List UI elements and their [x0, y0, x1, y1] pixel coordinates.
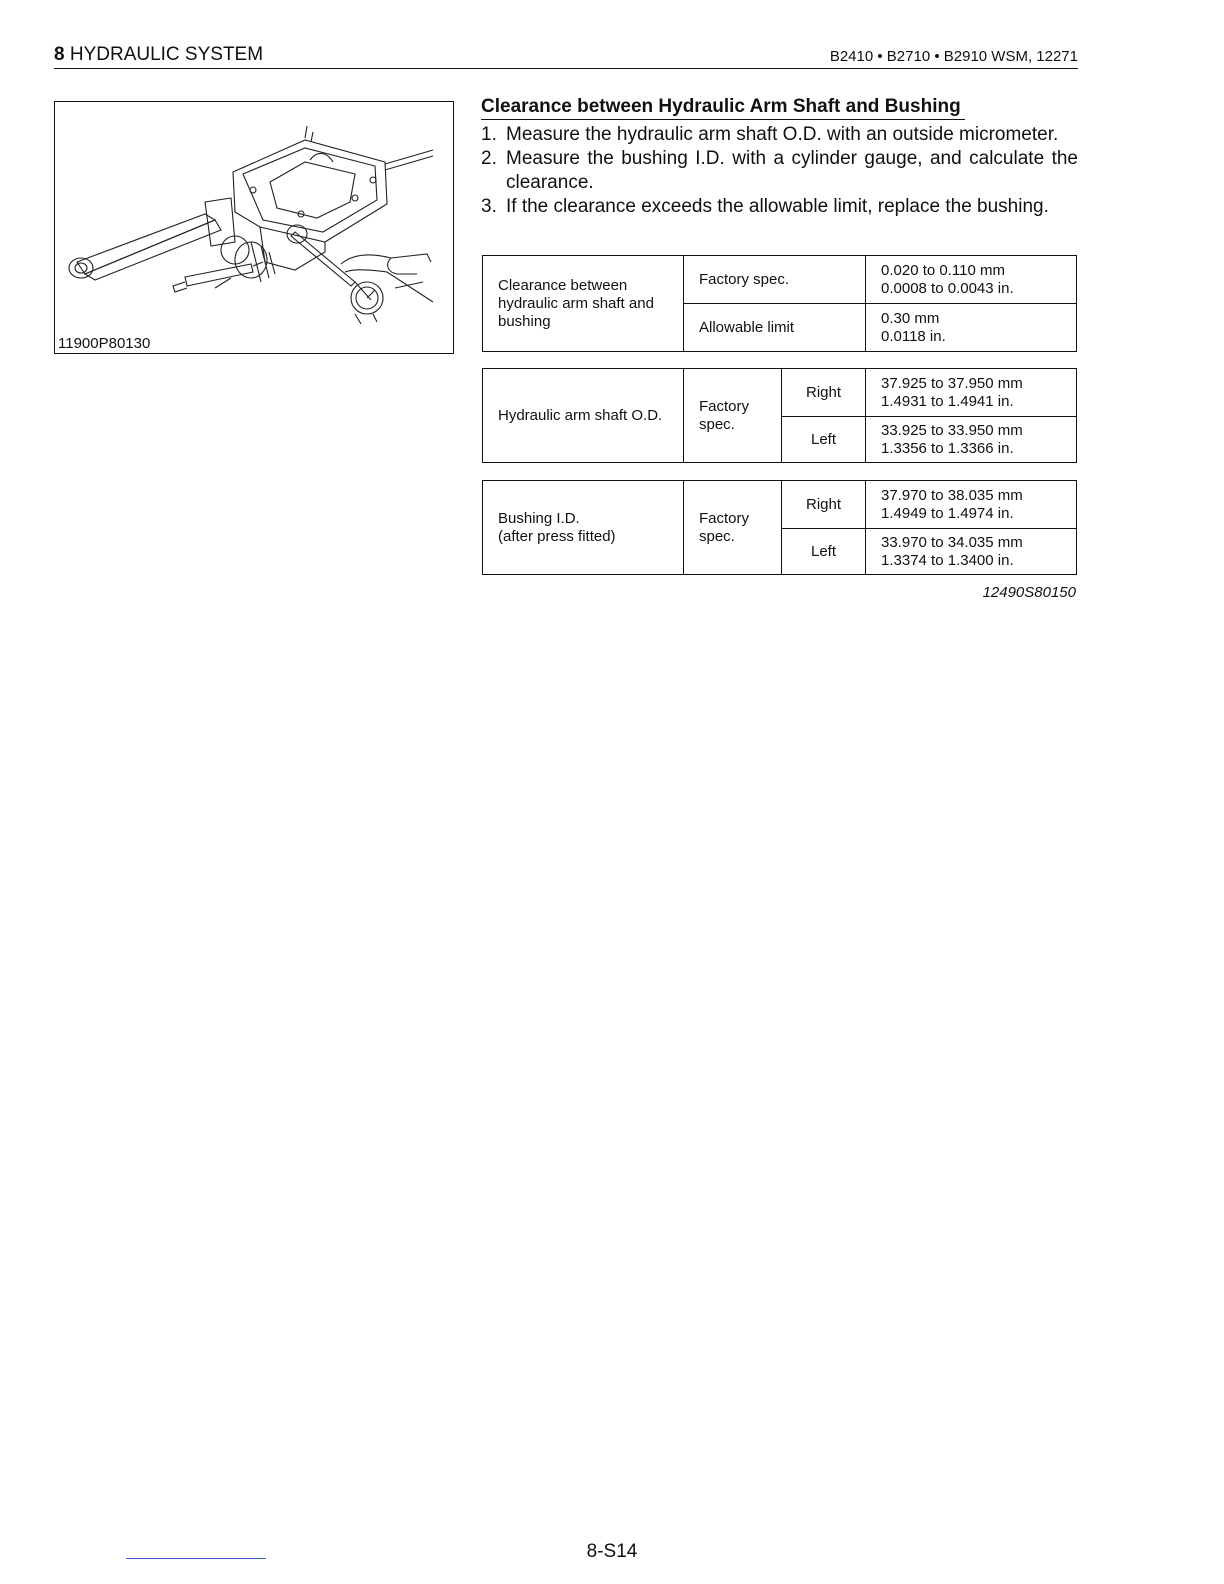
- clearance-item-cell: Clearance between hydraulic arm shaft and bushing: [483, 256, 684, 352]
- allowable-limit-label: Allowable limit: [684, 304, 866, 352]
- procedure-steps: [481, 123, 1078, 219]
- bushing-left-label: Left: [782, 529, 866, 575]
- illustration-box: [54, 101, 454, 354]
- hydraulic-arm-measurement-illustration: [55, 102, 453, 353]
- bushing-right-value: 37.970 to 38.035 mm 1.4949 to 1.4974 in.: [866, 481, 1077, 529]
- clearance-spec-table: [482, 255, 1077, 352]
- shaft-spec-cell: Factory spec.: [684, 369, 782, 463]
- factory-spec-value: 0.020 to 0.110 mm 0.0008 to 0.0043 in.: [866, 256, 1077, 304]
- shaft-left-value: 33.925 to 33.950 mm 1.3356 to 1.3366 in.: [866, 417, 1077, 463]
- model-info: B2410 • B2710 • B2910 WSM, 12271: [829, 48, 1078, 65]
- bushing-item-cell: Bushing I.D. (after press fitted): [483, 481, 684, 575]
- step-item: 2. Measure the bushing I.D. with a cylinder gauge, and calculate the clearance.: [481, 148, 1078, 193]
- shaft-item-cell: Hydraulic arm shaft O.D.: [483, 369, 684, 463]
- procedure-title: Clearance between Hydraulic Arm Shaft and Bushing: [481, 96, 965, 120]
- shaft-od-table: [482, 368, 1077, 463]
- page-header: [54, 44, 1078, 69]
- page-number: 8-S14: [586, 1541, 638, 1562]
- bushing-id-table: [482, 480, 1077, 575]
- allowable-limit-value: 0.30 mm 0.0118 in.: [866, 304, 1077, 352]
- shaft-right-value: 37.925 to 37.950 mm 1.4931 to 1.4941 in.: [866, 369, 1077, 417]
- section-title: 8 HYDRAULIC SYSTEM: [54, 44, 264, 65]
- bushing-right-label: Right: [782, 481, 866, 529]
- step-item: 3. If the clearance exceeds the allowable limit, replace the bushing.: [481, 196, 1049, 217]
- shaft-left-label: Left: [782, 417, 866, 463]
- procedure-section: [481, 96, 1078, 219]
- shaft-right-label: Right: [782, 369, 866, 417]
- factory-spec-label: Factory spec.: [684, 256, 866, 304]
- bushing-left-value: 33.970 to 34.035 mm 1.3374 to 1.3400 in.: [866, 529, 1077, 575]
- section-code: 12490S80150: [982, 584, 1076, 601]
- step-item: 1. Measure the hydraulic arm shaft O.D. with an outside micrometer.: [481, 124, 1059, 145]
- figure-code: 11900P80130: [58, 335, 151, 352]
- bushing-spec-cell: Factory spec.: [684, 481, 782, 575]
- bottom-divider: [126, 1558, 266, 1559]
